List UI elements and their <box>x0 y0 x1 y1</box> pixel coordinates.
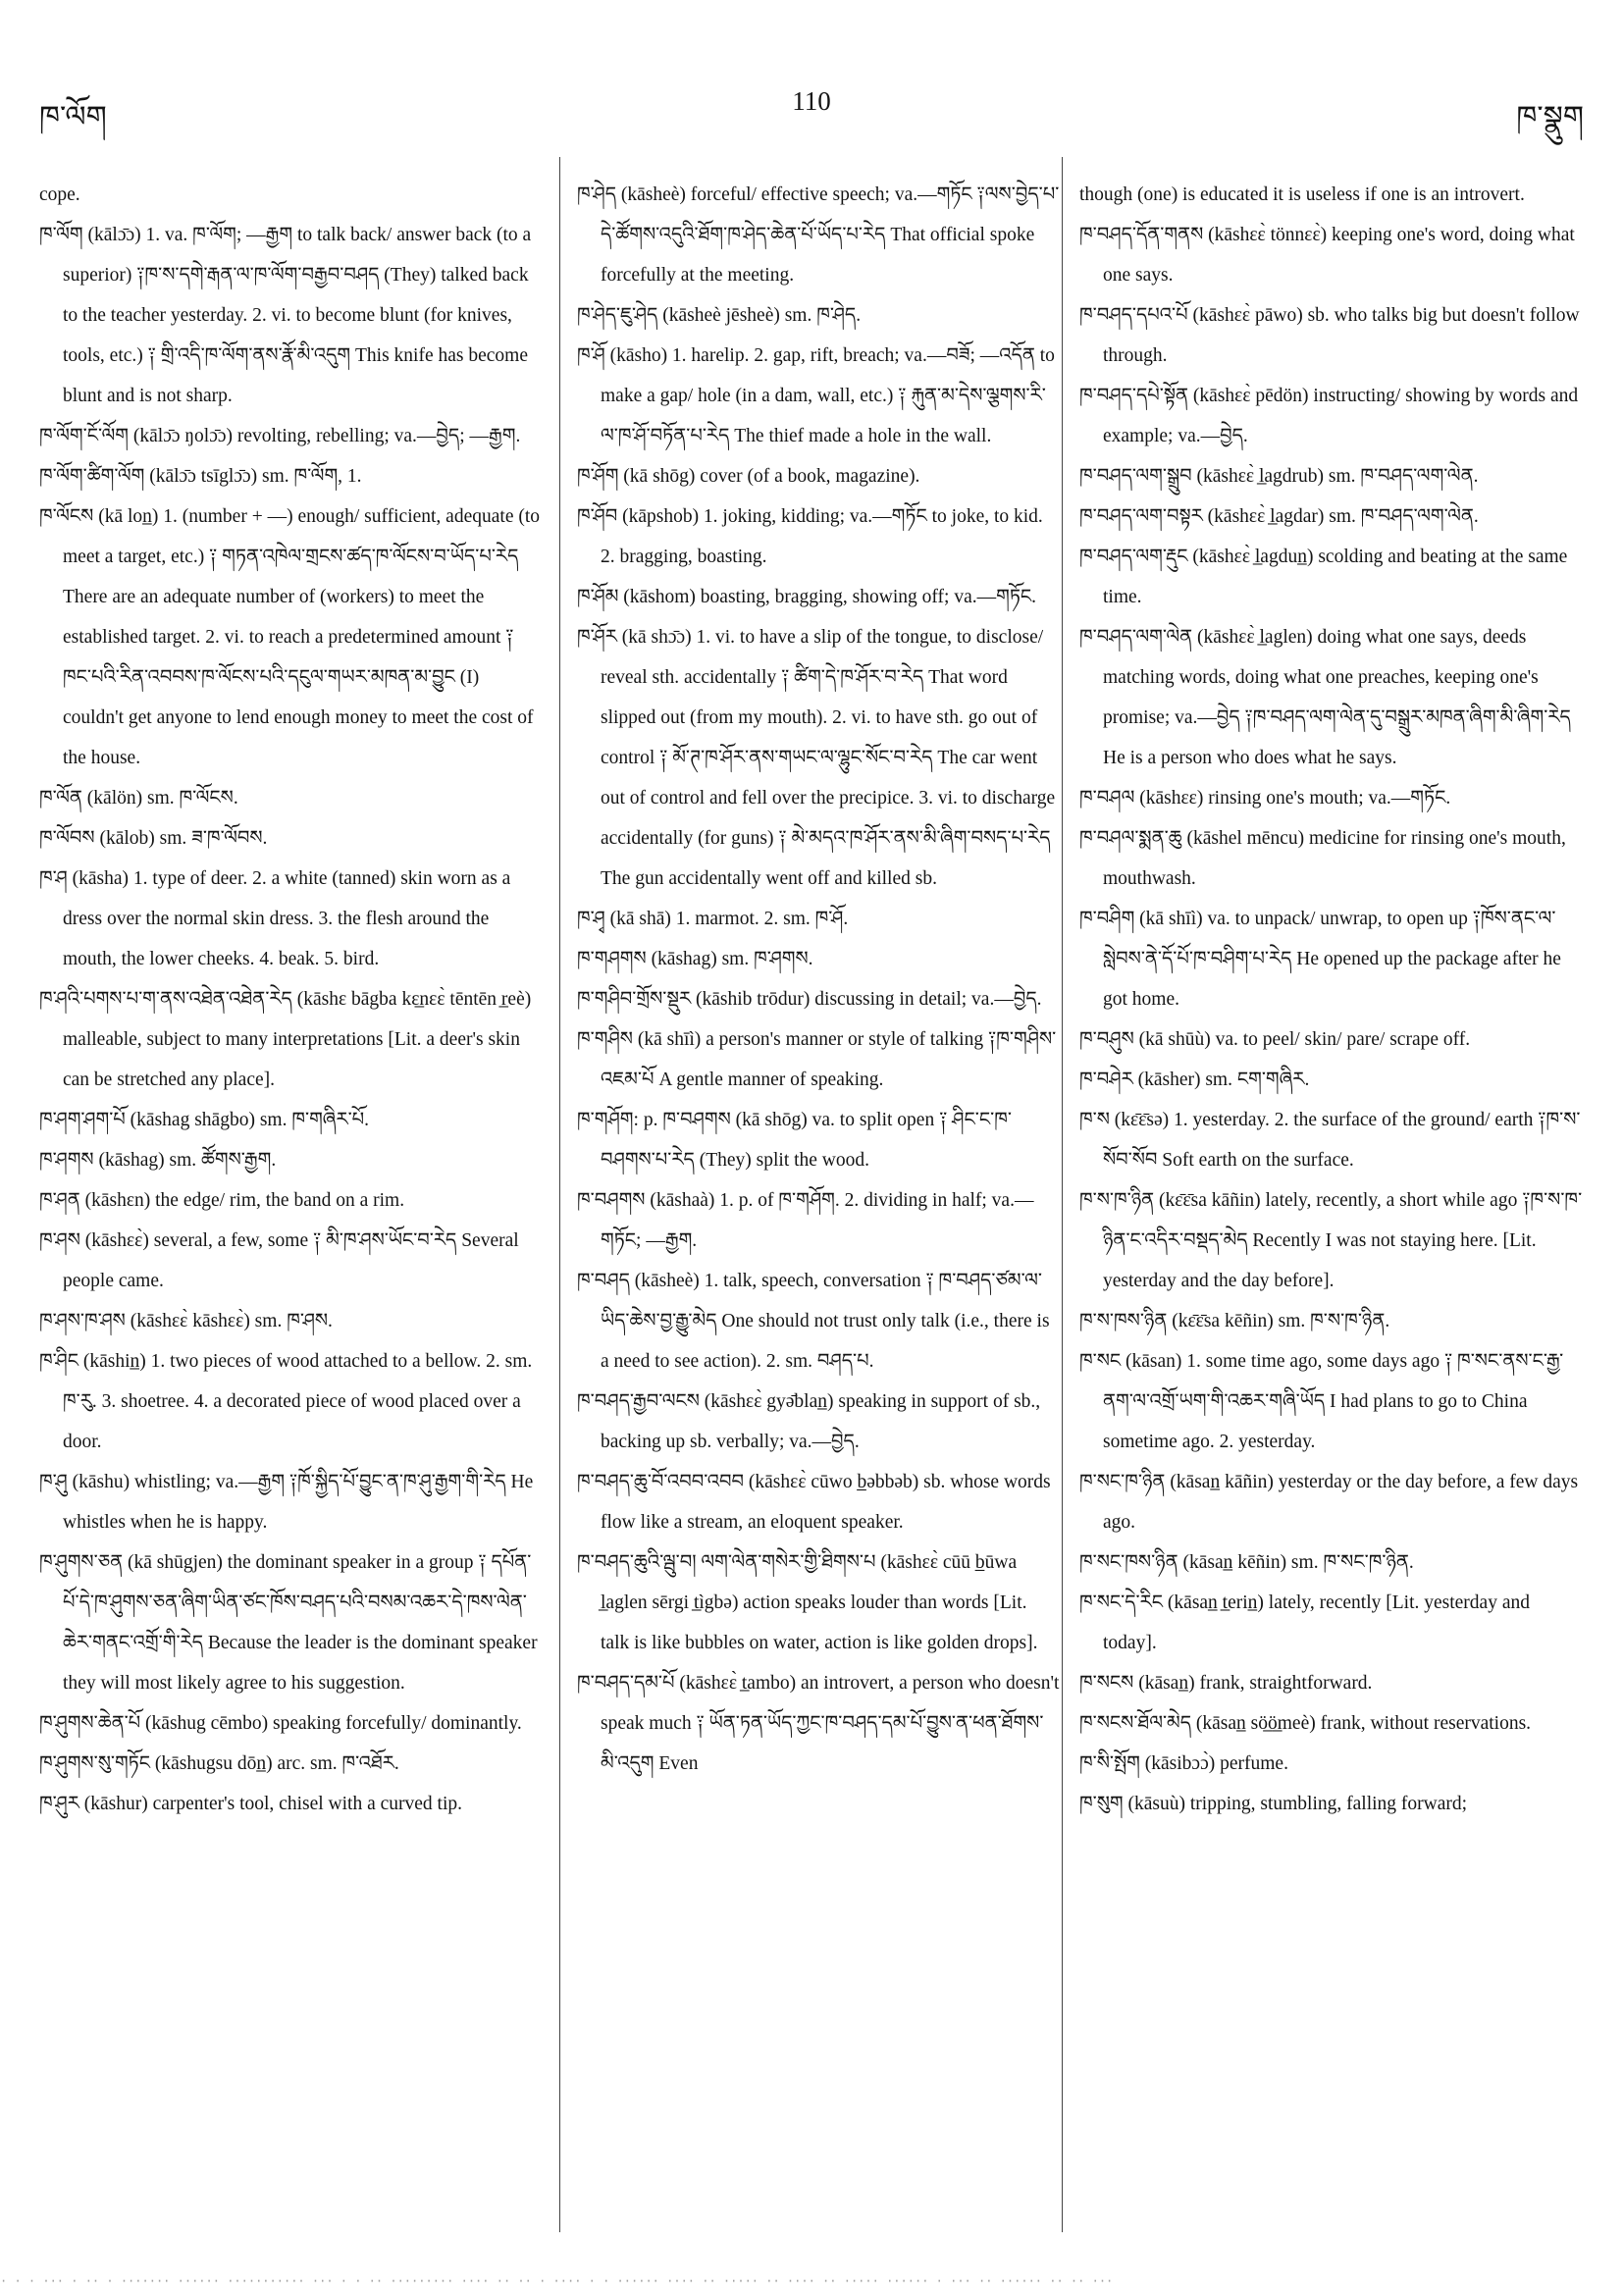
dictionary-entry: ཁ་ཤོམ (kāshom) boasting, bragging, showing off; va.—གཏོང. <box>577 587 1037 607</box>
dictionary-entry: ཁ་ཤུགས་སུ་གཏོང (kāshugsu dōn̲) arc. sm. ཁ་འཐོར. <box>39 1753 399 1774</box>
dictionary-entry: ཁ་བཤད་ཆུའི་ལྦུ་བ། ལག་ལེན་གསེར་གྱི་ཐིགས་པ (kāshɛɛ̀ cūū b̲ūwa l̲aglen sērgi t̲ìgbə) action speaks louder than words [Lit. talk is like bubbles on water, action is like golden drops]. <box>577 1552 1038 1653</box>
dictionary-entry: ཁ་ཤན (kāshɛn) the edge/ rim, the band on a rim. <box>39 1190 405 1211</box>
dictionary-entry: ཁ་ཤོབ (kāpshob) 1. joking, kidding; va.—གཏོང to joke, to kid. 2. bragging, boasting. <box>577 506 1043 567</box>
column-divider <box>559 157 560 2232</box>
dictionary-entry: ཁ་ཤོ (kāsho) 1. harelip. 2. gap, rift, breach; va.—བཟོ; —འདོན to make a gap/ hole (in a dam, wall, etc.) ༑ རྐུན་མ་དེས་ལྕགས་རི་ལ་ཁ་ཤོ་བཏོན་པ་རེད The thief made a hole in the wall. <box>577 345 1055 446</box>
dictionary-entry: ཁ་སང་དེ་རིང (kāsan̲ t̲erin̲) lately, recently [Lit. yesterday and today]. <box>1079 1592 1530 1653</box>
dictionary-entry: ཁ་ས (kɛ̄ɛ̄sə) 1. yesterday. 2. the surface of the ground/ earth ༑ཁ་ས་སོབ་སོབ Soft earth on the surface. <box>1079 1110 1581 1171</box>
dictionary-entry: ཁ་སངས་ཐོལ་མེད (kāsan̲ sö̲ö̲meè) frank, without reservations. <box>1079 1713 1532 1734</box>
dictionary-entry: ཁ་བཤད་ལག་རྡུང (kāshɛɛ̀ l̲agdun̲) scolding and beating at the same time. <box>1079 547 1568 607</box>
dictionary-entry: ཁ་བཤེར (kāsher) sm. ངག་གཞིར. <box>1079 1070 1310 1090</box>
dictionary-entry: ཁ་ཤེད་ཇུ་ཤེད (kāsheè jēsheè) sm. ཁ་ཤེད. <box>577 305 862 326</box>
dictionary-entry: ཁ་ཤག་ཤག་པོ (kāshag shāgbo) sm. ཁ་གཞིར་པོ. <box>39 1110 370 1130</box>
dictionary-entry: ཁ་སི་སྤོག (kāsibɔɔ̀) perfume. <box>1079 1753 1288 1774</box>
dictionary-entry: ཁ་བཤད་ལག་ལེན (kāshɛɛ̀ l̲aglen) doing what one says, deeds matching words, doing what one preaches, keeping one's promise; va.—བྱེད ༑ཁ་བཤད་ལག་ལེན་དུ་བསྒྲུར་མཁན་ཞིག་མི་ཞིག་རེད He is a person who does what he says. <box>1079 627 1571 768</box>
dictionary-entry: ཁ་བཤད་དཔེ་སྟོན (kāshɛɛ̀ pēdön) instructing/ showing by words and example; va.—བྱེད. <box>1079 386 1579 446</box>
dictionary-entry: ཁ་ཤ (kāsha) 1. type of deer. 2. a white (tanned) skin worn as a dress over the normal skin dress. 3. the flesh around the mouth, the lower cheeks. 4. beak. 5. bird. <box>39 868 511 969</box>
dictionary-entry: ཁ་བཤལ་སྨན་ཆུ (kāshel mēncu) medicine for rinsing one's mouth, mouthwash. <box>1079 828 1566 889</box>
page-number: 110 <box>792 86 831 116</box>
dictionary-entry: ཁ་བཤད་ལག་བསྟར (kāshɛɛ̀ l̲agdar) sm. ཁ་བཤད་ལག་ལེན. <box>1079 506 1479 527</box>
dictionary-entry: cope. <box>39 184 80 205</box>
header-guide-left: ཁ་ལོག <box>39 101 107 133</box>
dictionary-entry: ཁ་ཤགས (kāshag) sm. ཚོགས་རྒྱག. <box>39 1150 277 1171</box>
dictionary-entry: ཁ་སངས (kāsan̲) frank, straightforward. <box>1079 1673 1373 1694</box>
dictionary-entry: ཁ་སང་ཁས་ཉིན (kāsan̲ kēñin) sm. ཁ་སང་ཁ་ཉིན. <box>1079 1552 1414 1573</box>
dictionary-entry: ཁ་ཤས (kāshɛɛ̀) several, a few, some ༑ མི་ཁ་ཤས་ཡོང་བ་རེད Several people came. <box>39 1230 519 1291</box>
dictionary-entry: ཁ་ཤིང (kāshin̲) 1. two pieces of wood attached to a bellow. 2. sm. ཁ་རུ. 3. shoetree. 4. a decorated piece of wood placed over a door. <box>39 1351 533 1452</box>
dictionary-column-1 <box>39 175 540 1824</box>
dictionary-entry: ཁ་ས་ཁས་ཉིན (kɛ̄ɛ̄sa kēñin) sm. ཁ་ས་ཁ་ཉིན. <box>1079 1311 1390 1331</box>
dictionary-entry: ཁ་ཤོར (kā shɔ̄ɔ) 1. vi. to have a slip of the tongue, to disclose/ reveal sth. accidentally ༑ ཚིག་དེ་ཁ་ཤོར་བ་རེད That word slipped out (from my mouth). 2. vi. to have sth. go out of control ༑ མོ་ཊ་ཁ་ཤོར་ནས་གཡང་ལ་ལྷུང་སོང་བ་རེད The car went out of control and fell over the precipice. 3. vi. to discharge accidentally (for guns) ༑ མེ་མདའ་ཁ་ཤོར་ནས་མི་ཞིག་བསད་པ་རེད The gun accidentally went off and killed sb. <box>577 627 1056 889</box>
scan-edge-marks: · · · ··· · ·· · ······· ······ ··········· ··· · · ·· ········· ···· ·· ·· · ···· · · ······ ···· ·· ····· ·· ···· ·· ····· ······ · ··· ·· ······ ·· ·· ··· <box>0 2274 1114 2288</box>
dictionary-entry: ཁ་སུག (kāsuù) tripping, stumbling, falling forward; <box>1079 1794 1468 1814</box>
dictionary-entry: ཁ་བཤད་དཔའ་པོ (kāshɛɛ̀ pāwo) sb. who talks big but doesn't follow through. <box>1079 305 1580 366</box>
header-guide-right: ཁ་སྣུག <box>1516 101 1584 133</box>
dictionary-entry: ཁ་ལོབས (kālob) sm. ཟ་ཁ་ལོབས. <box>39 828 268 849</box>
dictionary-entry: ཁ་སང (kāsan) 1. some time ago, some days ago ༑ ཁ་སང་ནས་ང་རྒྱ་ནག་ལ་འགྲོ་ཡག་གི་འཆར་གཞི་ཡོད I had plans to go to China sometime ago. 2. yesterday. <box>1079 1351 1564 1452</box>
dictionary-entry: ཁ་བཤུས (kā shūù) va. to peel/ skin/ pare/ scrape off. <box>1079 1029 1471 1050</box>
dictionary-entry: ཁ་ལོན (kālön) sm. ཁ་ལོངས. <box>39 788 238 809</box>
dictionary-entry: ཁ་བཤད་ཆུ་བོ་འབབ་འབབ (kāshɛɛ̀ cūwo b̲əbbəb) sb. whose words flow like a stream, an eloquent speaker. <box>577 1472 1051 1533</box>
dictionary-column-3 <box>1079 175 1584 1824</box>
dictionary-entry: ཁ་ལོག་ངོ་ལོག (kālɔ̄ɔ ŋolɔ̄ɔ) revolting, rebelling; va.—བྱེད; —རྒྱག. <box>39 426 521 446</box>
dictionary-entry: ཁ་ཤྭ (kā shā) 1. marmot. 2. sm. ཁ་ཤོ. <box>577 909 849 929</box>
dictionary-entry: ཁ་ཤུགས་ཅན (kā shūgjen) the dominant speaker in a group ༑ དཔོན་པོ་དེ་ཁ་ཤུགས་ཅན་ཞིག་ཡིན་ཙང་ཁོས་བཤད་པའི་བསམ་འཆར་དེ་ཁས་ལེན་ཆེར་གནང་འགྲོ་གི་རེད Because the leader is the dominant speaker they will most likely agree to his suggestion. <box>39 1552 538 1694</box>
dictionary-entry: ཁ་བཤད་དོན་གནས (kāshɛɛ̀ tönnɛɛ̀) keeping one's word, doing what one says. <box>1079 225 1575 286</box>
dictionary-entry: ཁ་ཤུ (kāshu) whistling; va.—རྒྱག ༑ཁོ་སྐྱིད་པོ་བྱུང་ན་ཁ་ཤུ་རྒྱག་གི་རེད He whistles when he is happy. <box>39 1472 534 1533</box>
dictionary-entry: ཁ་ལོག་ཚིག་ལོག (kālɔ̄ɔ tsīglɔ̄ɔ) sm. ཁ་ལོག, 1. <box>39 466 362 487</box>
dictionary-entry: ཁ་ལོག (kālɔ̄ɔ) 1. va. ཁ་ལོག; —རྒྱག to talk back/ answer back (to a superior) ༑ཁ་ས་དགེ་རྒན་ལ་ཁ་ལོག་བརྒྱབ་བཤད (They) talked back to the teacher yesterday. 2. vi. to become blunt (for knives, tools, etc.) ༑ གྲི་འདི་ཁ་ལོག་ནས་རྣོ་མི་འདུག This knife has become blunt and is not sharp. <box>39 225 532 406</box>
dictionary-entry: ཁ་གཤགས (kāshag) sm. ཁ་ཤགས. <box>577 949 813 969</box>
dictionary-entry: ཁ་གཤོག: p. ཁ་བཤགས (kā shōg) va. to split open ༑ ཤིང་ང་ཁ་བཤགས་པ་རེད (They) split the wood. <box>577 1110 1012 1171</box>
dictionary-entry: ཁ་ཤོག (kā shōg) cover (of a book, magazine). <box>577 466 920 487</box>
dictionary-entry: ཁ་ཤས་ཁ་ཤས (kāshɛɛ̀ kāshɛɛ̀) sm. ཁ་ཤས. <box>39 1311 333 1331</box>
dictionary-entry: ཁ་ས་ཁ་ཉིན (kɛ̄ɛ̄sa kāñin) lately, recently, a short while ago ༑ཁ་ས་ཁ་ཉིན་ང་འདིར་བསྡད་མེད Recently I was not staying here. [Lit. yesterday and the day before]. <box>1079 1190 1583 1291</box>
dictionary-column-2 <box>577 175 1060 1784</box>
dictionary-entry: ཁ་ལོངས (kā lon̲) 1. (number + —) enough/ sufficient, adequate (to meet a target, etc.) ༑ གཏན་འཁེལ་གྲངས་ཚད་ཁ་ལོངས་བ་ཡོད་པ་རེད There are an adequate number of (workers) to meet the established target. 2. vi. to reach a predetermined amount ༑ཁང་པའི་རིན་འབབས་ཁ་ལོངས་པའི་དངུལ་གཡར་མཁན་མ་བྱུང (I) couldn't get anyone to lend enough money to meet the cost of the house. <box>39 506 541 768</box>
dictionary-entry: ཁ་བཤད (kāsheè) 1. talk, speech, conversation ༑ ཁ་བཤད་ཙམ་ལ་ཡིད་ཆེས་བྱ་རྒྱུ་མེད One should not trust only talk (i.e., there is a need to see action). 2. sm. བཤད་པ. <box>577 1271 1050 1372</box>
dictionary-entry: ཁ་བཤད་ལག་སྒྲུབ (kāshɛɛ̀ l̲agdrub) sm. ཁ་བཤད་ལག་ལེན. <box>1079 466 1479 487</box>
dictionary-entry: ཁ་བཤད་དམ་པོ (kāshɛɛ̀ t̲ambo) an introvert, a person who doesn't speak much ༑ ཡོན་ཏན་ཡོད་ཀྱང་ཁ་བཤད་དམ་པོ་བྱུས་ན་ཕན་ཐོགས་མི་འདུག Even <box>577 1673 1060 1774</box>
dictionary-entry: ཁ་ཤའི་པགས་པ་ག་ནས་འཐེན་འཐེན་རེད (kāshɛ bāgba kɛ̲nɛɛ̀ tēntēn r̲eè) malleable, subject to many interpretations [Lit. a deer's skin can be stretched any place]. <box>39 989 532 1090</box>
dictionary-entry: ཁ་བཤལ (kāshɛɛ) rinsing one's mouth; va.—གཏོང. <box>1079 788 1451 809</box>
dictionary-entry: ཁ་ཤུར (kāshur) carpenter's tool, chisel with a curved tip. <box>39 1794 462 1814</box>
dictionary-entry: ཁ་ཤུགས་ཆེན་པོ (kāshug cēmbo) speaking forcefully/ dominantly. <box>39 1713 522 1734</box>
dictionary-entry: ཁ་ཤེད (kāsheè) forceful/ effective speech; va.—གཏོང ༑ལས་བྱེད་པ་དེ་ཚོགས་འདུའི་ཐོག་ཁ་ཤེད་ཆེན་པོ་ཡོད་པ་རེད That official spoke forcefully at the meeting. <box>577 184 1060 286</box>
dictionary-entry: ཁ་སང་ཁ་ཉིན (kāsan̲ kāñin) yesterday or the day before, a few days ago. <box>1079 1472 1579 1533</box>
column-divider <box>1062 157 1063 2232</box>
dictionary-entry: though (one) is educated it is useless if one is an introvert. <box>1079 184 1525 205</box>
dictionary-entry: ཁ་བཤིག (kā shīì) va. to unpack/ unwrap, to open up ༑ཁོས་ནང་ལ་སླེབས་ནེ་དོ་པོ་ཁ་བཤིག་པ་རེད He opened up the package after he got home. <box>1079 909 1561 1010</box>
dictionary-entry: ཁ་གཤིབ་གྲོས་སྡུར (kāshib trōdur) discussing in detail; va.—བྱེད. <box>577 989 1042 1010</box>
dictionary-entry: ཁ་བཤགས (kāshaà) 1. p. of ཁ་གཤོག. 2. dividing in half; va.—གཏོང; —རྒྱག. <box>577 1190 1034 1251</box>
dictionary-entry: ཁ་བཤད་རྒྱབ་ལངས (kāshɛɛ̀ gyə̄blan̲) speaking in support of sb., backing up sb. verbally; va.—བྱེད. <box>577 1391 1041 1452</box>
dictionary-entry: ཁ་གཤིས (kā shīì) a person's manner or style of talking ༑ཁ་གཤིས་འཇམ་པོ A gentle manner of speaking. <box>577 1029 1057 1090</box>
